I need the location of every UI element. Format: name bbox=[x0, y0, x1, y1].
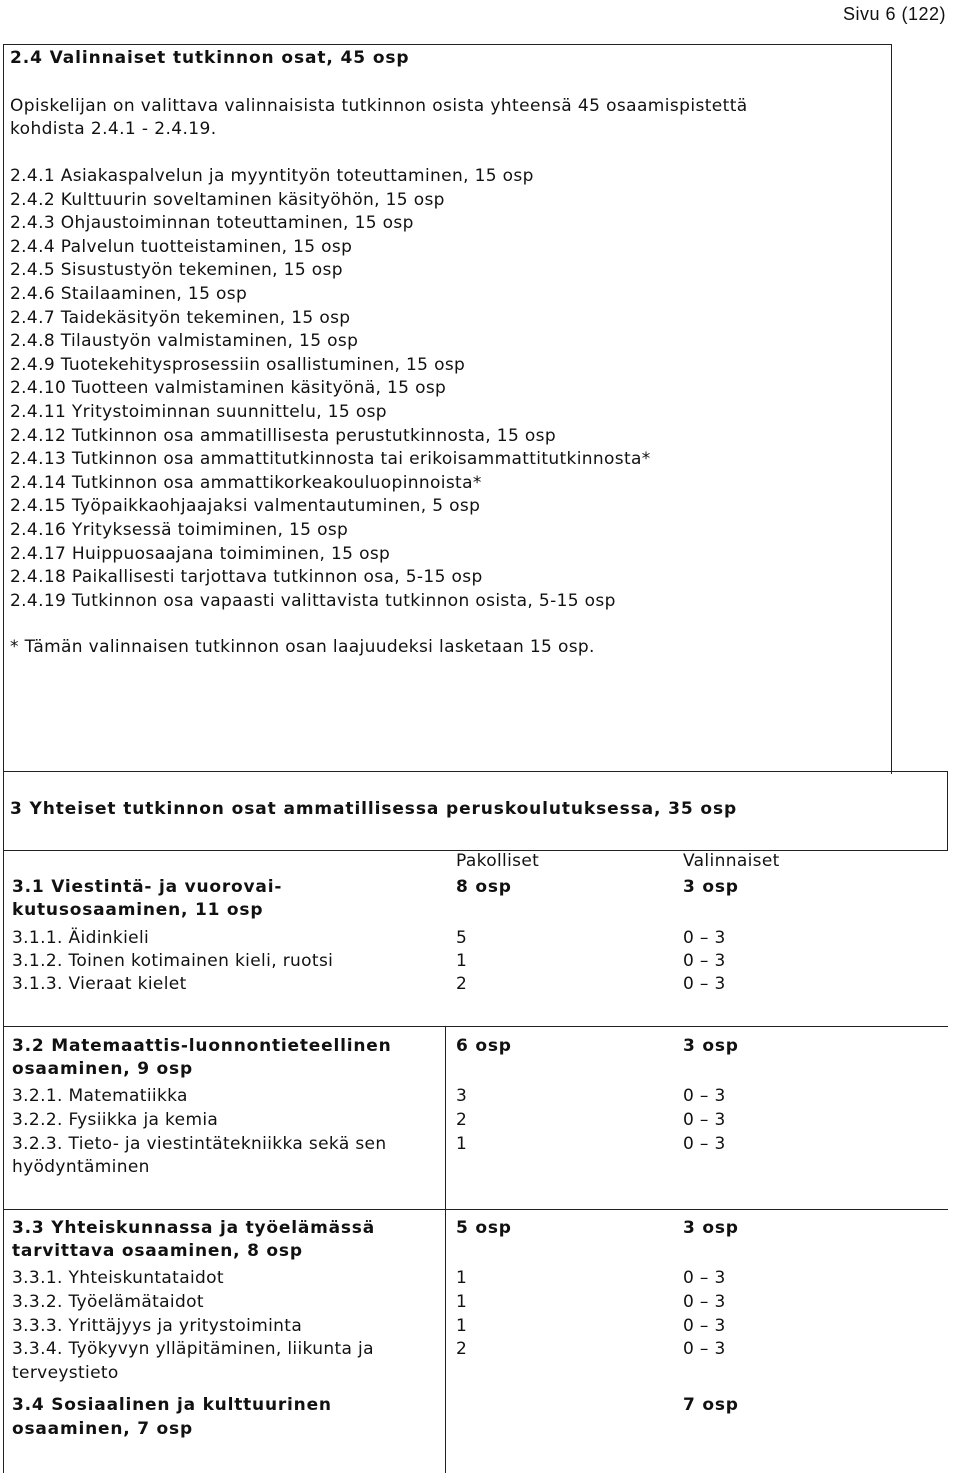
row-optional: 0 – 3 bbox=[683, 1110, 726, 1130]
list-item: 2.4.3 Ohjaustoiminnan toteuttaminen, 15 osp bbox=[10, 213, 414, 234]
row-required: 5 bbox=[456, 928, 468, 948]
list-item: 2.4.7 Taidekäsityön tekeminen, 15 osp bbox=[10, 307, 351, 328]
list-item: 2.4.19 Tutkinnon osa vapaasti valittavista tutkinnon osista, 5-15 osp bbox=[10, 590, 616, 611]
footnote: * Tämän valinnaisen tutkinnon osan laajuudeksi lasketaan 15 osp. bbox=[10, 637, 595, 657]
row-required: 1 bbox=[456, 1268, 468, 1288]
table-row: 3.3.3. Yrittäjyys ja yritystoiminta bbox=[12, 1316, 303, 1336]
list-item: 2.4.2 Kulttuurin soveltaminen käsityöhön, 15 osp bbox=[10, 189, 445, 210]
row-required: 2 bbox=[456, 1339, 468, 1359]
list-item: 2.4.1 Asiakaspalvelun ja myyntityön toteuttaminen, 15 osp bbox=[10, 166, 534, 186]
list-item: 2.4.11 Yritystoiminnan suunnittelu, 15 osp bbox=[10, 401, 387, 422]
column-header-required: Pakolliset bbox=[456, 851, 540, 871]
group-title: 3.4 Sosiaalinen ja kulttuurinen bbox=[12, 1395, 332, 1415]
table-divider bbox=[3, 1209, 948, 1210]
units-list bbox=[10, 165, 651, 613]
row-optional: 0 – 3 bbox=[683, 1292, 726, 1312]
list-item: 2.4.10 Tuotteen valmistaminen käsityönä, 15 osp bbox=[10, 378, 447, 399]
table-row: 3.3.4. Työkyvyn ylläpitäminen, liikunta ja bbox=[12, 1339, 374, 1359]
intro-line: Opiskelijan on valittava valinnaisista tutkinnon osista yhteensä 45 osaamispistettä bbox=[10, 96, 748, 116]
list-item: 2.4.6 Stailaaminen, 15 osp bbox=[10, 283, 248, 304]
table-row: 3.2.1. Matematiikka bbox=[12, 1086, 188, 1106]
section-title: 2.4 Valinnaiset tutkinnon osat, 45 osp bbox=[10, 48, 410, 68]
group-title: 3.1 Viestintä- ja vuorovai- bbox=[12, 877, 283, 897]
table-row: 3.1.3. Vieraat kielet bbox=[12, 974, 187, 994]
table-row-continued: hyödyntäminen bbox=[12, 1157, 150, 1177]
list-item: 2.4.16 Yrityksessä toimiminen, 15 osp bbox=[10, 519, 349, 540]
table-row: 3.1.1. Äidinkieli bbox=[12, 928, 150, 948]
row-optional: 0 – 3 bbox=[683, 928, 726, 948]
group-title: osaaminen, 7 osp bbox=[12, 1419, 193, 1439]
group-required: 5 osp bbox=[456, 1218, 512, 1238]
table-divider bbox=[445, 1027, 446, 1473]
list-item: 2.4.15 Työpaikkaohjaajaksi valmentautuminen, 5 osp bbox=[10, 496, 481, 517]
list-item: 2.4.4 Palvelun tuotteistaminen, 15 osp bbox=[10, 236, 353, 257]
group-title: tarvittava osaaminen, 8 osp bbox=[12, 1241, 303, 1261]
table-row: 3.2.2. Fysiikka ja kemia bbox=[12, 1110, 219, 1130]
table-row: 3.1.2. Toinen kotimainen kieli, ruotsi bbox=[12, 951, 334, 971]
list-item: 2.4.5 Sisustustyön tekeminen, 15 osp bbox=[10, 260, 343, 281]
column-header-optional: Valinnaiset bbox=[683, 851, 780, 871]
intro-line: kohdista 2.4.1 - 2.4.19. bbox=[10, 119, 217, 139]
table-row: 3.3.2. Työelämätaidot bbox=[12, 1292, 204, 1312]
list-item: 2.4.17 Huippuosaajana toimiminen, 15 osp bbox=[10, 543, 391, 564]
row-optional: 0 – 3 bbox=[683, 1268, 726, 1288]
row-required: 1 bbox=[456, 1292, 468, 1312]
list-item: 2.4.14 Tutkinnon osa ammattikorkeakouluopinnoista* bbox=[10, 472, 482, 493]
section-title: 3 Yhteiset tutkinnon osat ammatillisessa peruskoulutuksessa, 35 osp bbox=[10, 799, 738, 819]
group-optional: 3 osp bbox=[683, 877, 739, 897]
table-row-continued: terveystieto bbox=[12, 1363, 119, 1383]
row-optional: 0 – 3 bbox=[683, 951, 726, 971]
list-item: 2.4.12 Tutkinnon osa ammatillisesta perustutkinnosta, 15 osp bbox=[10, 425, 556, 446]
list-item: 2.4.18 Paikallisesti tarjottava tutkinnon osa, 5-15 osp bbox=[10, 567, 483, 588]
row-required: 2 bbox=[456, 974, 468, 994]
list-item: 2.4.8 Tilaustyön valmistaminen, 15 osp bbox=[10, 331, 359, 352]
row-optional: 0 – 3 bbox=[683, 1086, 726, 1106]
group-optional: 3 osp bbox=[683, 1036, 739, 1056]
row-required: 1 bbox=[456, 951, 468, 971]
intro-text bbox=[10, 95, 748, 141]
group-optional: 3 osp bbox=[683, 1218, 739, 1238]
group-title: 3.3 Yhteiskunnassa ja työelämässä bbox=[12, 1218, 375, 1238]
table-row: 3.3.1. Yhteiskuntataidot bbox=[12, 1268, 224, 1288]
row-required: 1 bbox=[456, 1134, 468, 1154]
row-optional: 0 – 3 bbox=[683, 1134, 726, 1154]
group-title: 3.2 Matemaattis-luonnontieteellinen bbox=[12, 1036, 392, 1056]
table-row: 3.2.3. Tieto- ja viestintätekniikka sekä sen bbox=[12, 1134, 387, 1154]
row-optional: 0 – 3 bbox=[683, 974, 726, 994]
group-required: 8 osp bbox=[456, 877, 512, 897]
row-required: 2 bbox=[456, 1110, 468, 1130]
list-item: 2.4.9 Tuotekehitysprosessiin osallistuminen, 15 osp bbox=[10, 354, 466, 375]
row-optional: 0 – 3 bbox=[683, 1316, 726, 1336]
list-item: 2.4.13 Tutkinnon osa ammattitutkinnosta tai erikoisammattitutkinnosta* bbox=[10, 449, 651, 470]
row-required: 1 bbox=[456, 1316, 468, 1336]
group-title: kutusosaaminen, 11 osp bbox=[12, 900, 264, 920]
group-required: 6 osp bbox=[456, 1036, 512, 1056]
group-title: osaaminen, 9 osp bbox=[12, 1059, 193, 1079]
row-required: 3 bbox=[456, 1086, 468, 1106]
page-number: Sivu 6 (122) bbox=[842, 4, 946, 24]
row-optional: 0 – 3 bbox=[683, 1339, 726, 1359]
table-border-left bbox=[3, 850, 4, 1473]
table-divider bbox=[3, 1026, 948, 1027]
group-optional: 7 osp bbox=[683, 1395, 739, 1415]
